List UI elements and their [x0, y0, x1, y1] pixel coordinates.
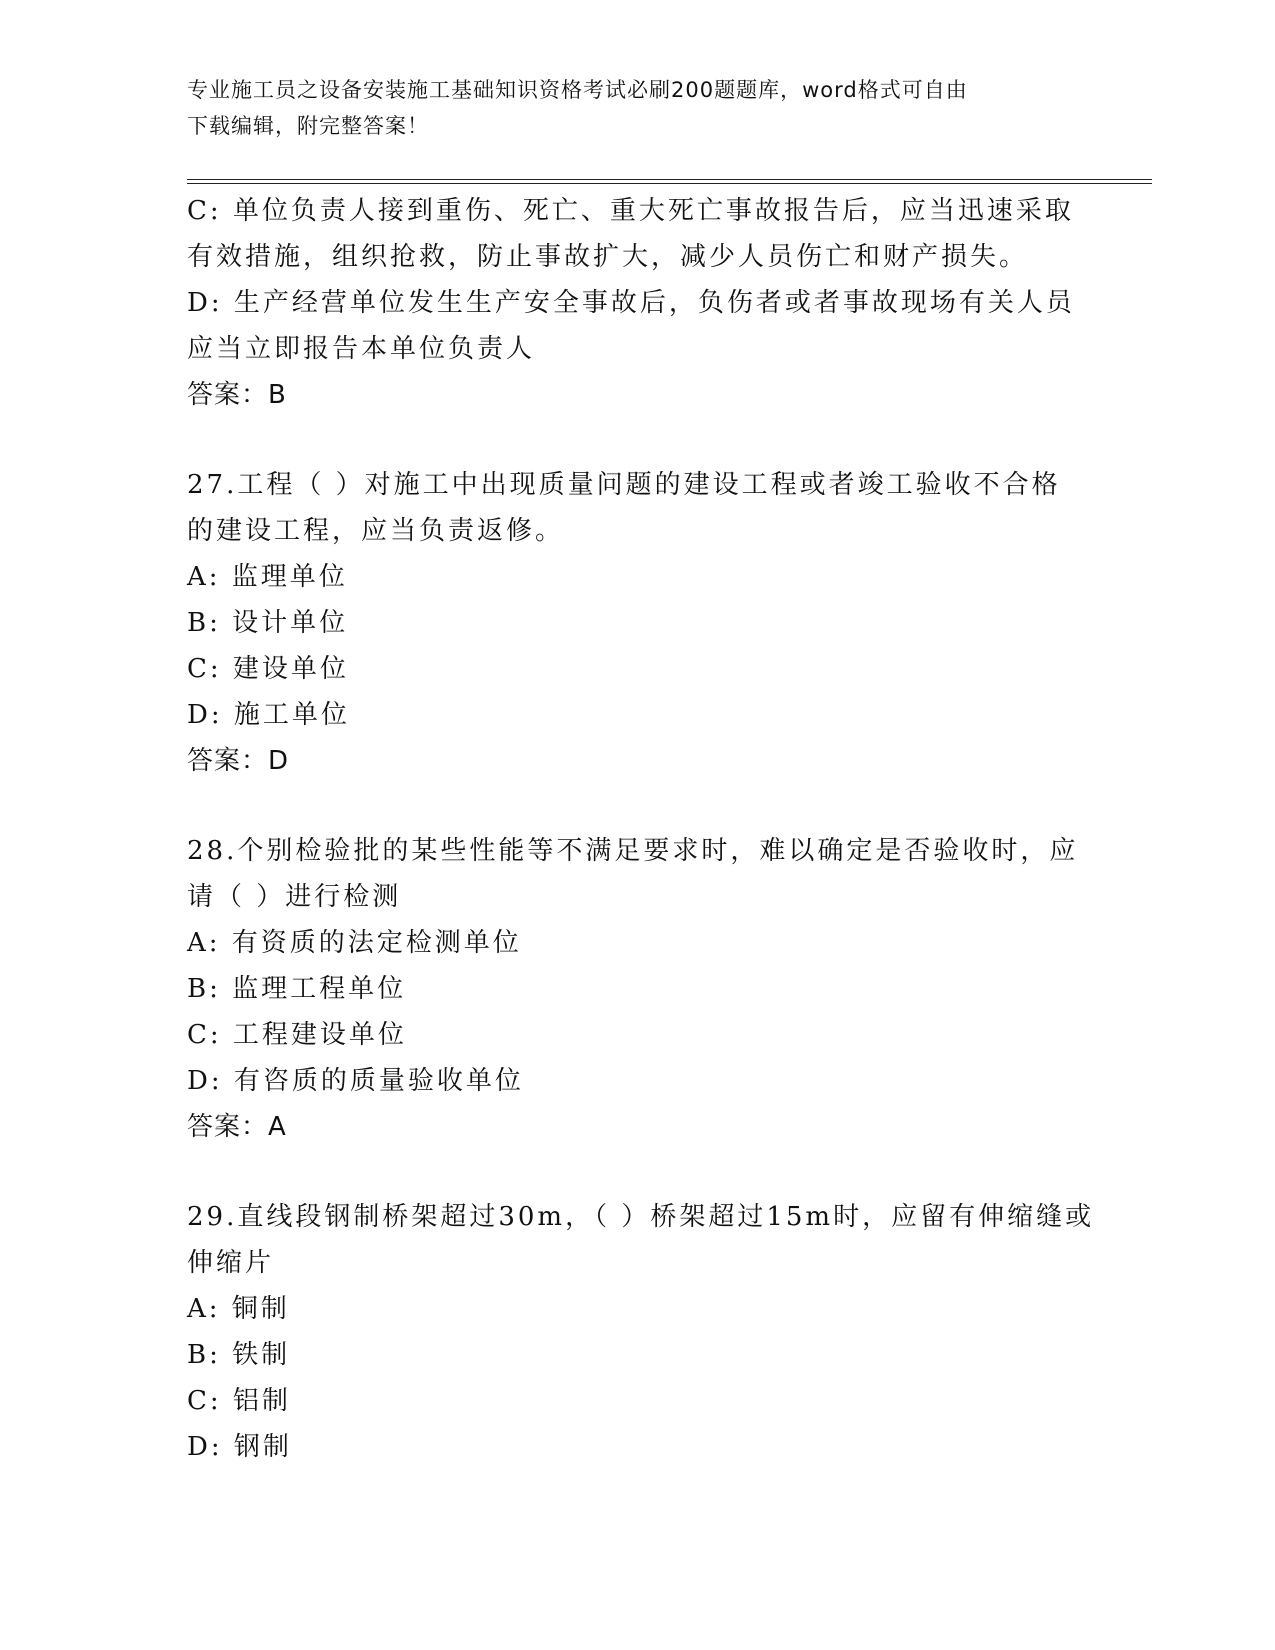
- question-29: [187, 1194, 1095, 1470]
- document-header: [187, 72, 1067, 144]
- option-c-line-1: C: 单位负责人接到重伤、死亡、重大死亡事故报告后，应当迅速采取: [187, 196, 1074, 226]
- spacer: [187, 418, 1087, 462]
- option-d: D: 有咨质的质量验收单位: [187, 1066, 524, 1096]
- option-d-line-2: 应当立即报告本单位负责人: [187, 334, 536, 364]
- question-stem-line-1: 29.直线段钢制桥架超过30m，（ ）桥架超过15m时，应留有伸缩缝或: [187, 1202, 1095, 1232]
- answer: 答案：A: [187, 1112, 287, 1142]
- question-stem-line-1: 28.个别检验批的某些性能等不满足要求时，难以确定是否验收时，应: [187, 836, 1079, 866]
- question-stem-line-1: 27.工程（ ）对施工中出现质量问题的建设工程或者竣工验收不合格: [187, 470, 1061, 500]
- option-d: D: 施工单位: [187, 700, 350, 730]
- header-divider-top: [187, 179, 1152, 180]
- document-body: [187, 188, 1095, 1470]
- spacer: [187, 784, 1087, 828]
- header-line-2: 下载编辑，附完整答案！: [187, 114, 429, 138]
- option-c: C: 铝制: [187, 1386, 291, 1416]
- question-stem-line-2: 请（ ）进行检测: [187, 882, 402, 912]
- option-c: C: 工程建设单位: [187, 1020, 407, 1050]
- question-stem-line-2: 伸缩片: [187, 1248, 275, 1278]
- option-b: B: 设计单位: [187, 608, 349, 638]
- option-d: D: 钢制: [187, 1432, 292, 1462]
- option-a: A: 铜制: [187, 1294, 290, 1324]
- option-d-line-1: D: 生产经营单位发生生产安全事故后，负伤者或者事故现场有关人员: [187, 288, 1075, 318]
- header-divider-bottom: [187, 183, 1152, 184]
- option-a: A: 监理单位: [187, 562, 348, 592]
- answer: 答案：B: [187, 380, 287, 410]
- answer: 答案：D: [187, 746, 290, 776]
- question-26-continued: [187, 188, 1087, 418]
- option-b: B: 铁制: [187, 1340, 291, 1370]
- option-a: A: 有资质的法定检测单位: [187, 928, 522, 958]
- question-stem-line-2: 的建设工程，应当负责返修。: [187, 516, 565, 546]
- spacer: [187, 1150, 1087, 1194]
- question-27: [187, 462, 1087, 784]
- option-c-line-2: 有效措施，组织抢救，防止事故扩大，减少人员伤亡和财产损失。: [187, 242, 1029, 272]
- option-b: B: 监理工程单位: [187, 974, 407, 1004]
- question-28: [187, 828, 1087, 1150]
- option-c: C: 建设单位: [187, 654, 349, 684]
- header-line-1: 专业施工员之设备安装施工基础知识资格考试必刷200题题库，word格式可自由: [187, 78, 968, 102]
